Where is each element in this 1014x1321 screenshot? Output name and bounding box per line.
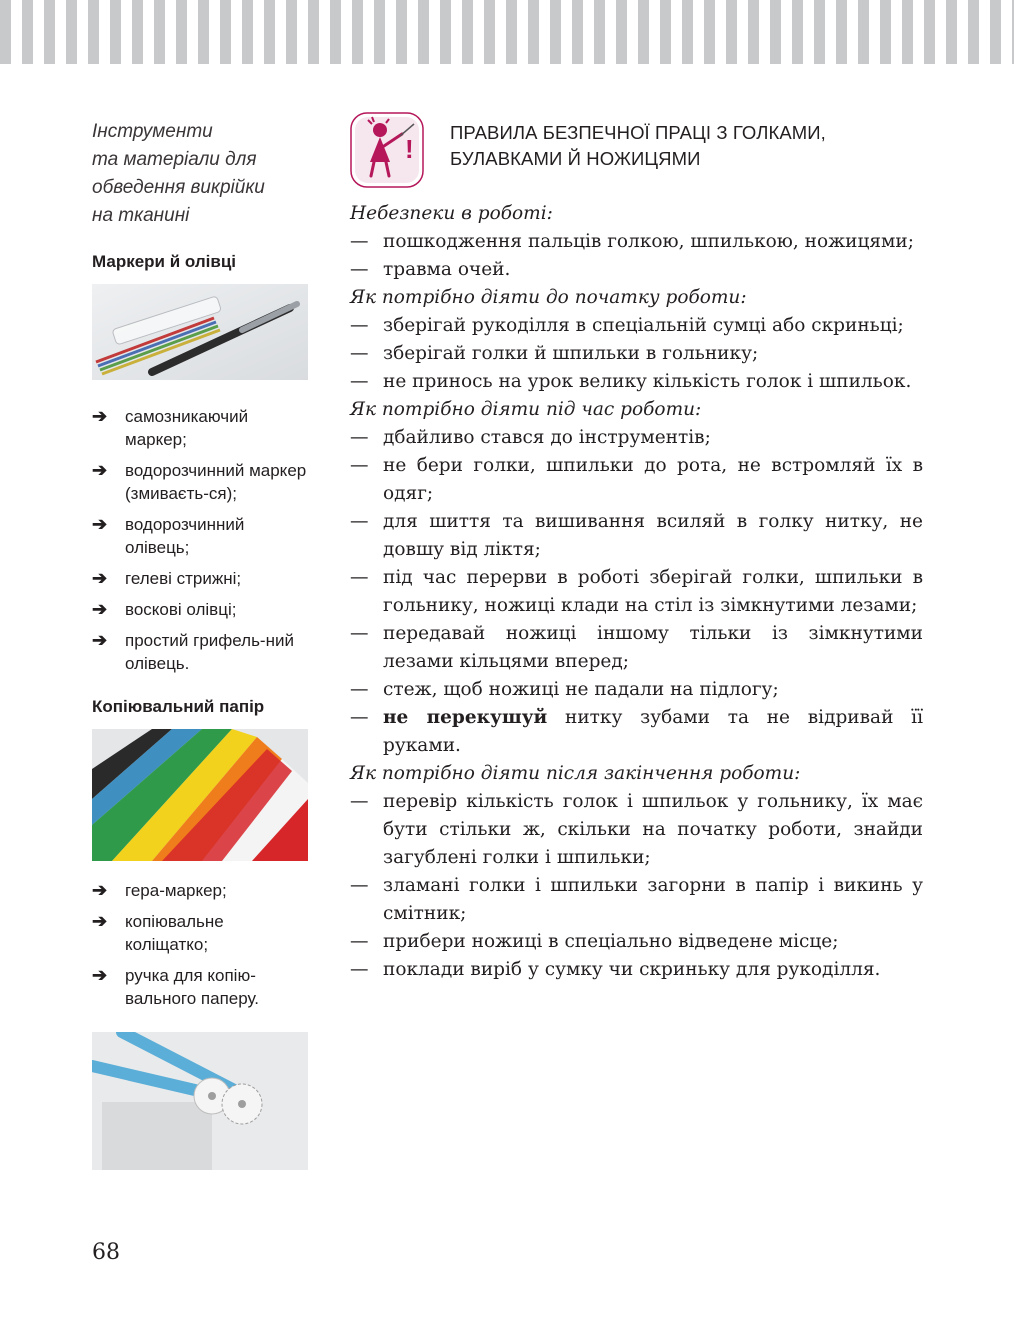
top-stripe-border: [0, 0, 1014, 64]
section-heading: Як потрібно діяти під час роботи:: [350, 399, 702, 420]
dash-bullet: —: [350, 427, 369, 448]
dash-bullet: —: [350, 931, 369, 952]
arrow-right-icon: ➔: [92, 406, 108, 426]
rule-item: — не бери голки, шпильки до рота, не встромляй їх в одяг;: [350, 452, 923, 508]
rule-item: — під час перерви в роботі зберігай голки, шпильки в гольнику, ножиці клади на стіл із зімкнутими лезами;: [350, 564, 923, 620]
arrow-right-icon: ➔: [92, 630, 108, 650]
dash-bullet: —: [350, 959, 369, 980]
markers-heading: Маркери й олівці: [92, 252, 237, 271]
section-heading: Як потрібно діяти до початку роботи:: [350, 287, 747, 308]
copy-paper-heading: Копіювальний папір: [92, 697, 265, 716]
arrow-right-icon: ➔: [92, 911, 108, 931]
svg-text:!: !: [405, 134, 414, 164]
dash-bullet: —: [350, 343, 369, 364]
rule-item: — перевір кількість голок і шпильок у гольнику, їх має бути стільки ж, скільки на початку роботи, знайди загублені голки і шпильки;: [350, 788, 923, 872]
list-item: ➔ гера-маркер;: [92, 880, 227, 900]
list-item: ➔ водорозчинний маркер (змиваєть-ся);: [92, 460, 307, 503]
main-content: [350, 112, 923, 984]
arrow-right-icon: ➔: [92, 460, 108, 480]
dash-bullet: —: [350, 315, 369, 336]
rule-item: — стеж, щоб ножиці не падали на підлогу;: [350, 676, 923, 704]
tracing-wheel-photo: [92, 1032, 308, 1170]
rule-item: — дбайливо стався до інструментів;: [350, 424, 923, 452]
list-item: ➔ гелеві стрижні;: [92, 568, 242, 588]
dash-bullet: —: [350, 707, 369, 728]
arrow-right-icon: ➔: [92, 599, 108, 619]
list-item: ➔ самозникаючий маркер;: [92, 406, 249, 449]
list-item: ➔ водорозчинний олівець;: [92, 514, 245, 557]
dash-bullet: —: [350, 455, 369, 476]
bold-phrase: не перекушуй: [383, 707, 548, 728]
rule-item: — не принось на урок велику кількість голок і шпильок.: [350, 368, 923, 396]
markers-photo: [92, 284, 308, 380]
rule-item: — зберігай рукоділля в спеціальній сумці або скриньці;: [350, 312, 923, 340]
dash-bullet: —: [350, 679, 369, 700]
rule-item: — пошкодження пальців голкою, шпилькою, ножицями;: [350, 228, 923, 256]
teacher-pointer-icon: [350, 112, 424, 188]
arrow-right-icon: ➔: [92, 965, 108, 985]
sidebar-heading: Інструменти та матеріали для обведення викрійки на тканині: [92, 121, 265, 226]
rule-item: — травма очей.: [350, 256, 923, 284]
dash-bullet: —: [350, 791, 369, 812]
dash-bullet: —: [350, 567, 369, 588]
list-item: ➔ воскові олівці;: [92, 599, 237, 619]
list-item: ➔ копіювальне коліщатко;: [92, 911, 224, 954]
copy-paper-photo: [92, 729, 308, 861]
rule-item: — для шиття та вишивання всиляй в голку нитку, не довшу від ліктя;: [350, 508, 923, 564]
arrow-right-icon: ➔: [92, 514, 108, 534]
rule-item: — прибери ножиці в спеціально відведене місце;: [350, 928, 923, 956]
dash-bullet: —: [350, 259, 369, 280]
rules-header: [350, 112, 923, 200]
rule-item: — зберігай голки й шпильки в гольнику;: [350, 340, 923, 368]
rules-body: [350, 200, 923, 984]
list-item: ➔ ручка для копію-вального паперу.: [92, 965, 260, 1008]
dash-bullet: —: [350, 511, 369, 532]
rule-item: — поклади виріб у сумку чи скриньку для рукоділля.: [350, 956, 923, 984]
dash-bullet: —: [350, 875, 369, 896]
arrow-right-icon: ➔: [92, 568, 108, 588]
arrow-right-icon: ➔: [92, 880, 108, 900]
dash-bullet: —: [350, 231, 369, 252]
dash-bullet: —: [350, 371, 369, 392]
rules-title: ПРАВИЛА БЕЗПЕЧНОЇ ПРАЦІ З ГОЛКАМИ, БУЛАВКАМИ Й НОЖИЦЯМИ: [450, 122, 826, 169]
rule-item: — зламані голки і шпильки загорни в папір і викинь у смітник;: [350, 872, 923, 928]
section-heading: Як потрібно діяти після закінчення роботи:: [350, 763, 801, 784]
section-heading: Небезпеки в роботі:: [350, 203, 553, 224]
list-item: ➔ простий грифель-ний олівець.: [92, 630, 294, 673]
copy-paper-list: [92, 879, 308, 1010]
markers-list: [92, 405, 308, 675]
page-number: 68: [92, 1240, 120, 1265]
rule-item: — передавай ножиці іншому тільки із зімкнутими лезами кільцями вперед;: [350, 620, 923, 676]
sidebar: [92, 118, 308, 1170]
dash-bullet: —: [350, 623, 369, 644]
rule-item: — не перекушуй нитку зубами та не відривай її руками.: [350, 704, 923, 760]
